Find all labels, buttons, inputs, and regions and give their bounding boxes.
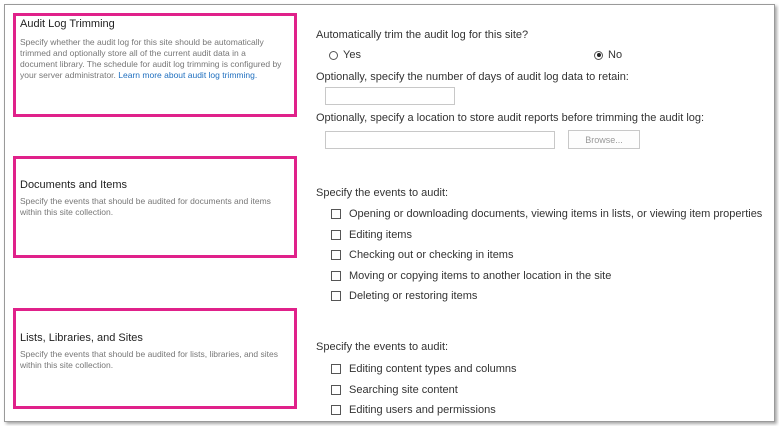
documents-events-label: Specify the events to audit:: [316, 187, 449, 199]
report-location-input[interactable]: [325, 131, 555, 149]
audit-log-trimming-title: Audit Log Trimming: [20, 18, 115, 30]
trim-yes-radio[interactable]: [329, 49, 361, 61]
event-label: Checking out or checking in items: [349, 249, 514, 261]
radio-checked-icon: [594, 51, 603, 60]
event-editing-content-types-checkbox[interactable]: [331, 363, 517, 375]
learn-more-link[interactable]: Learn more about audit log trimming.: [118, 70, 258, 80]
audit-log-trimming-description: [20, 37, 285, 81]
days-to-retain-label: Optionally, specify the number of days of audit log data to retain:: [316, 71, 629, 83]
trim-no-label: No: [608, 49, 623, 61]
checkbox-icon: [331, 230, 341, 240]
event-label: Searching site content: [349, 384, 458, 396]
checkbox-icon: [331, 291, 341, 301]
documents-and-items-description: Specify the events that should be audited for documents and items within this site collection.: [20, 196, 271, 217]
days-to-retain-input[interactable]: [325, 87, 455, 105]
event-deleting-restoring-checkbox[interactable]: [331, 290, 477, 302]
checkbox-icon: [331, 209, 341, 219]
checkbox-icon: [331, 364, 341, 374]
checkbox-icon: [331, 405, 341, 415]
event-searching-site-content-checkbox[interactable]: [331, 384, 458, 396]
checkbox-icon: [331, 271, 341, 281]
event-label: Deleting or restoring items: [349, 290, 478, 302]
checkbox-icon: [331, 385, 341, 395]
browse-button[interactable]: Browse...: [568, 130, 640, 149]
lists-libraries-sites-title: Lists, Libraries, and Sites: [20, 332, 143, 344]
trim-question-label: Automatically trim the audit log for this site?: [316, 29, 529, 41]
event-editing-items-checkbox[interactable]: [331, 229, 412, 241]
audit-settings-panel: [4, 4, 775, 422]
event-opening-downloading-checkbox[interactable]: [331, 208, 762, 220]
event-label: Opening or downloading documents, viewing items in lists, or viewing item properties: [349, 208, 763, 220]
radio-unchecked-icon: [329, 51, 338, 60]
event-editing-users-permissions-checkbox[interactable]: [331, 404, 496, 416]
checkbox-icon: [331, 250, 341, 260]
event-checkout-checkin-checkbox[interactable]: [331, 249, 513, 261]
audit-log-trimming-description-text: Specify whether the audit log for this site should be automatically trimmed and optionally store all of the current audit data in a document library. The schedule for audit log trimming is configured by your server administrator.: [20, 37, 282, 80]
event-label: Editing users and permissions: [349, 404, 496, 416]
event-label: Moving or copying items to another location in the site: [349, 270, 612, 282]
trim-no-radio[interactable]: [594, 49, 622, 61]
lists-events-label: Specify the events to audit:: [316, 341, 449, 353]
trim-yes-label: Yes: [343, 49, 361, 61]
lists-libraries-sites-description: Specify the events that should be audited for lists, libraries, and sites within this site collection.: [20, 349, 278, 370]
documents-and-items-title: Documents and Items: [20, 179, 127, 191]
event-label: Editing content types and columns: [349, 363, 517, 375]
event-label: Editing items: [349, 229, 412, 241]
report-location-label: Optionally, specify a location to store audit reports before trimming the audit log:: [316, 112, 705, 124]
event-moving-copying-checkbox[interactable]: [331, 270, 611, 282]
